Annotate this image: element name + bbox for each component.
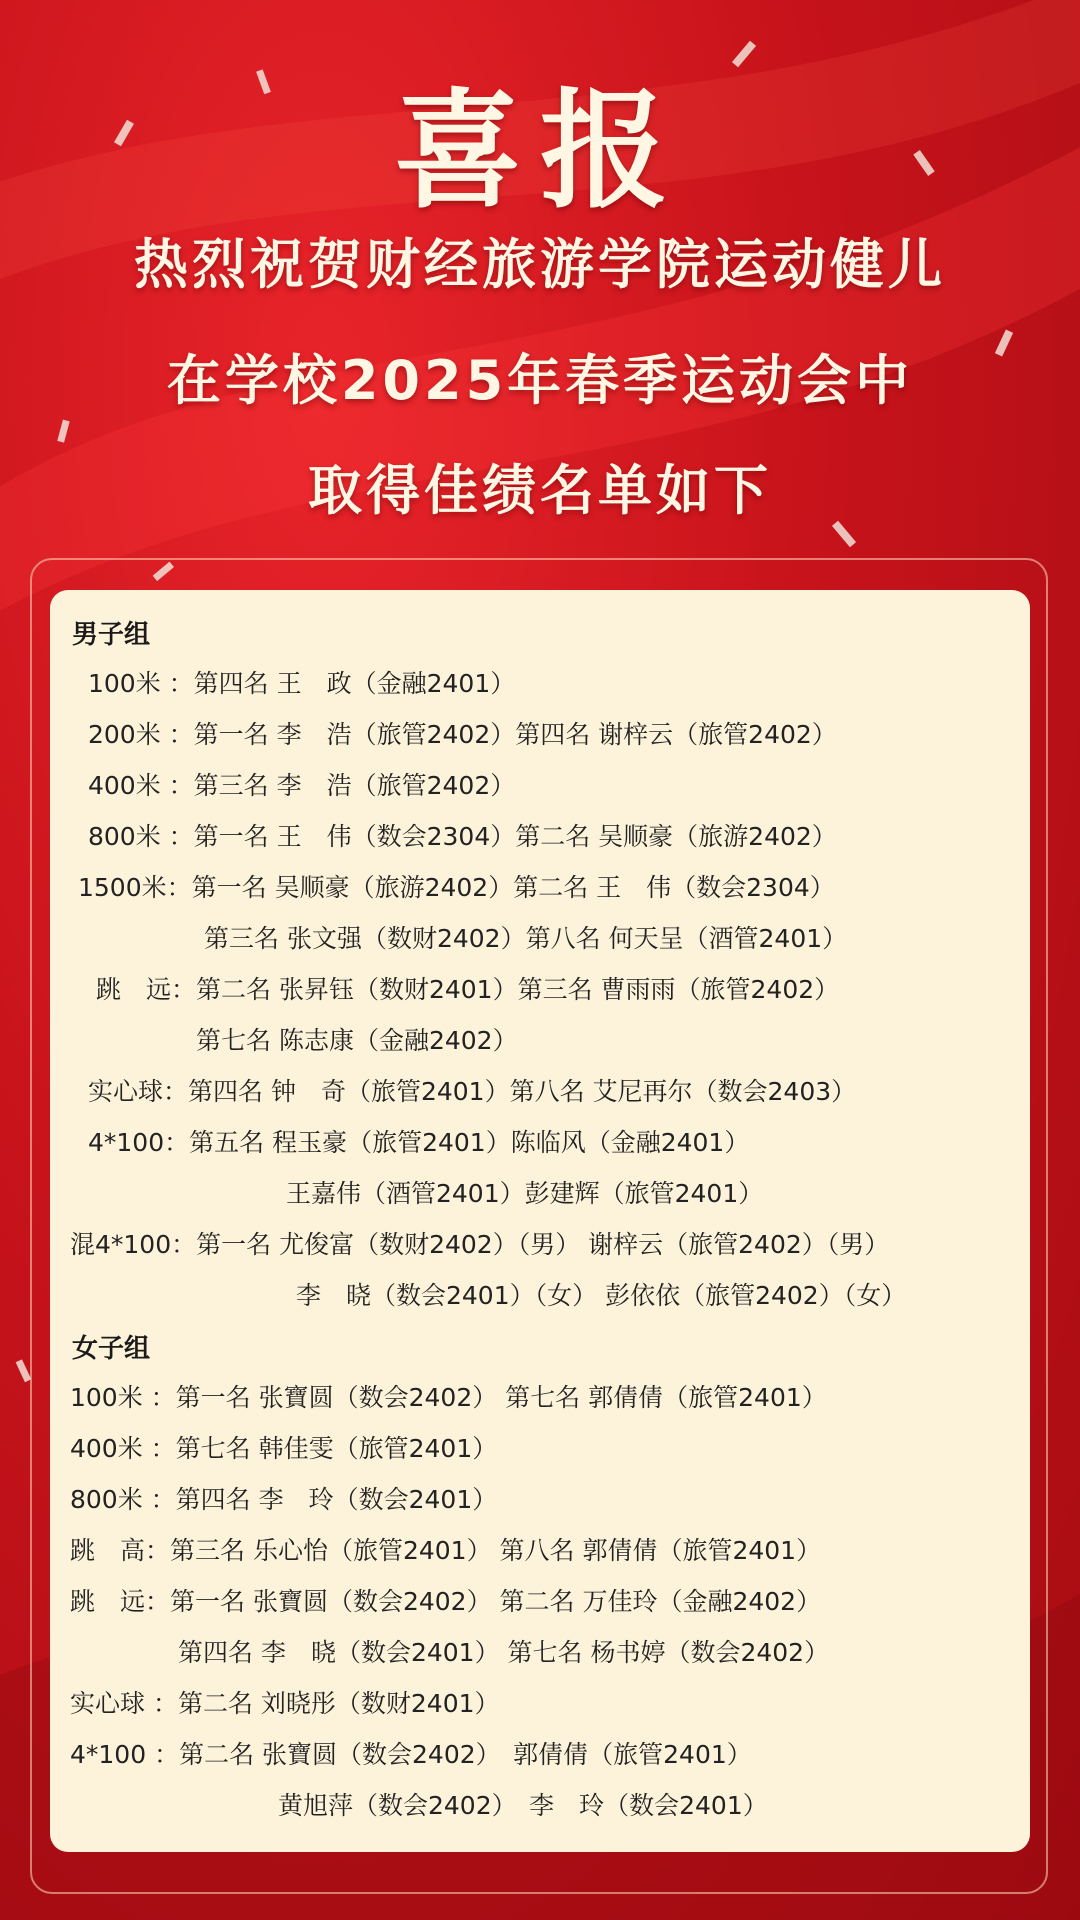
female-row-relay-cont: 黄旭萍（数会2402） 李 玲（数会2401） [278, 1791, 768, 1820]
male-row-100m: 100米 ：第四名 王 政（金融2401） [88, 669, 516, 698]
male-row-200m: 200米 ：第一名 李 浩（旅管2402）第四名 谢梓云（旅管2402） [88, 720, 837, 749]
headline-line-1: 热烈祝贺财经旅游学院运动健儿 [134, 233, 946, 296]
male-row-shot-ball: 实心球：第四名 钟 奇（旅管2401）第八名 艾尼再尔（数会2403） [88, 1077, 857, 1106]
female-row-long-jump: 跳 远：第一名 张寶圆（数会2402） 第二名 万佳玲（金融2402） [70, 1587, 822, 1616]
male-row-1500m: 1500米：第一名 吴顺豪（旅游2402）第二名 王 伟（数会2304） [78, 873, 835, 902]
headline-line-3: 取得佳绩名单如下 [308, 459, 772, 522]
female-row-400m: 400米 ：第七名 韩佳雯（旅管2401） [70, 1434, 498, 1463]
female-row-relay: 4*100 ：第二名 张寶圆（数会2402） 郭倩倩（旅管2401） [70, 1740, 752, 1769]
female-row-100m: 100米 ：第一名 张寶圆（数会2402） 第七名 郭倩倩（旅管2401） [70, 1383, 827, 1412]
male-row-400m: 400米 ：第三名 李 浩（旅管2402） [88, 771, 516, 800]
male-row-long-jump: 跳 远：第二名 张昇钰（数财2401）第三名 曹雨雨（旅管2402） [96, 975, 840, 1004]
male-row-1500m-cont: 第三名 张文强（数财2402）第八名 何天呈（酒管2401） [204, 924, 848, 953]
male-row-mixed-relay: 混4*100：第一名 尤俊富（数财2402）（男） 谢梓云（旅管2402）（男） [70, 1230, 890, 1259]
page-title: 喜报 [393, 77, 686, 226]
male-row-long-jump-cont: 第七名 陈志康（金融2402） [196, 1026, 518, 1055]
headline-line-2: 在学校2025年春季运动会中 [166, 349, 914, 412]
male-row-relay-cont: 王嘉伟（酒管2401）彭建辉（旅管2401） [286, 1179, 764, 1208]
male-row-800m: 800米 ：第一名 王 伟（数会2304）第二名 吴顺豪（旅游2402） [88, 822, 837, 851]
female-row-shot-ball: 实心球 ：第二名 刘晓彤（数财2401） [70, 1689, 500, 1718]
female-row-long-jump-cont: 第四名 李 晓（数会2401） 第七名 杨书婷（数会2402） [178, 1638, 830, 1667]
female-row-800m: 800米 ：第四名 李 玲（数会2401） [70, 1485, 498, 1514]
male-row-relay: 4*100：第五名 程玉豪（旅管2401）陈临风（金融2401） [88, 1128, 750, 1157]
male-group-title: 男子组 [72, 620, 151, 650]
male-row-mixed-relay-cont: 李 晓（数会2401）（女） 彭依依（旅管2402）（女） [296, 1281, 907, 1310]
female-row-high-jump: 跳 高：第三名 乐心怡（旅管2401） 第八名 郭倩倩（旅管2401） [70, 1536, 822, 1565]
female-group-title: 女子组 [72, 1334, 151, 1364]
